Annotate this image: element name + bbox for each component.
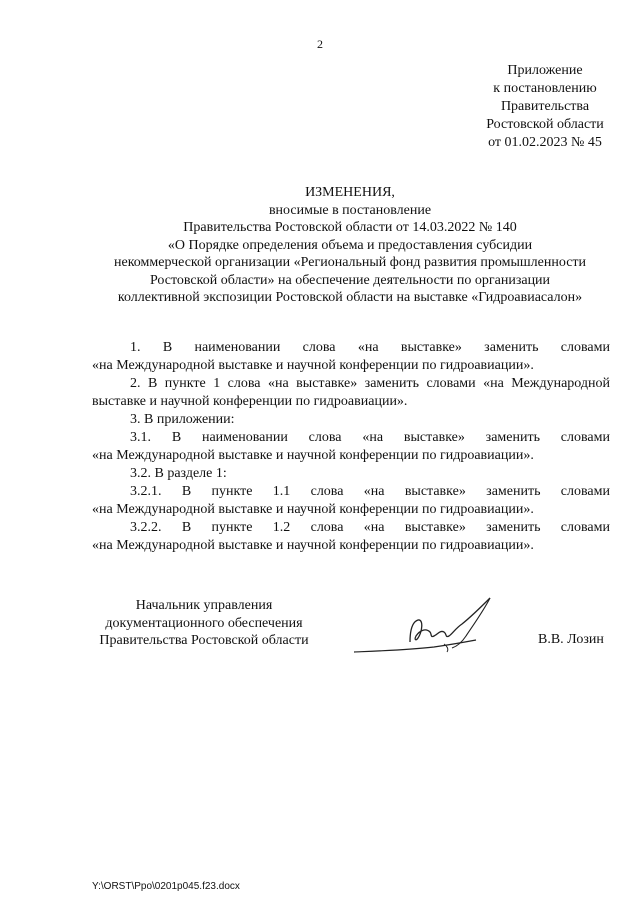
amendments-body — [92, 339, 610, 555]
title-line: коллективной экспозиции Ростовской области на выставке «Гидроавиасалон» — [117, 290, 583, 305]
item-3-1-line-2: «на Международной выставке и научной конференции по гидроавиации». — [92, 448, 534, 463]
item-1-line-2: «на Международной выставке и научной конференции по гидроавиации». — [92, 358, 534, 373]
appendix-line: Приложение — [507, 63, 583, 78]
title-heading: ИЗМЕНЕНИЯ, — [305, 185, 395, 200]
signatory-line: документационного обеспечения — [105, 615, 303, 631]
item-2-line-2: выставке и научной конференции по гидроавиации». — [92, 394, 408, 409]
title-line: вносимые в постановление — [268, 202, 432, 218]
appendix-line: Правительства — [500, 99, 590, 114]
title-line: Правительства Ростовской области от 14.03.2022 № 140 — [183, 220, 517, 235]
item-3-2-2-line-2: «на Международной выставке и научной конференции по гидроавиации». — [92, 538, 534, 553]
signatory-name: В.В. Лозин — [538, 632, 604, 647]
item-3-2-1-line-2: «на Международной выставке и научной конференции по гидроавиации». — [92, 502, 534, 517]
file-path-footer: Y:\ORST\Ppo\0201p045.f23.docx — [92, 881, 240, 892]
signatory-line: Начальник управления — [135, 598, 273, 613]
item-3: 3. В приложении: — [130, 412, 235, 427]
signatory-line: Правительства Ростовской области — [99, 633, 309, 648]
item-3-1-line-1: 3.1. В наименовании слова «на выставке» заменить словами — [130, 430, 610, 445]
item-3-2: 3.2. В разделе 1: — [130, 466, 227, 481]
handwritten-signature — [348, 594, 498, 658]
title-line: Ростовской области» на обеспечение деятельности по организации — [149, 272, 551, 288]
item-1-line-1: 1. В наименовании слова «на выставке» заменить словами — [130, 340, 610, 355]
appendix-line: от 01.02.2023 № 45 — [488, 135, 602, 150]
title-line: «О Порядке определения объема и предоставления субсидии — [167, 237, 533, 253]
item-3-2-2-line-1: 3.2.2. В пункте 1.2 слова «на выставке» заменить словами — [130, 520, 610, 535]
appendix-line: Ростовской области — [486, 117, 604, 132]
item-2-line-1: 2. В пункте 1 слова «на выставке» заменить словами «на Международной — [130, 376, 610, 391]
appendix-line: к постановлению — [493, 81, 597, 96]
title-line: некоммерческой организации «Региональный фонд развития промышленности — [113, 255, 587, 270]
appendix-stamp — [440, 62, 640, 152]
signatory-position — [90, 597, 318, 650]
item-3-2-1-line-1: 3.2.1. В пункте 1.1 слова «на выставке» заменить словами — [130, 484, 610, 499]
document-title — [40, 184, 640, 307]
page-number: 2 — [317, 37, 323, 51]
